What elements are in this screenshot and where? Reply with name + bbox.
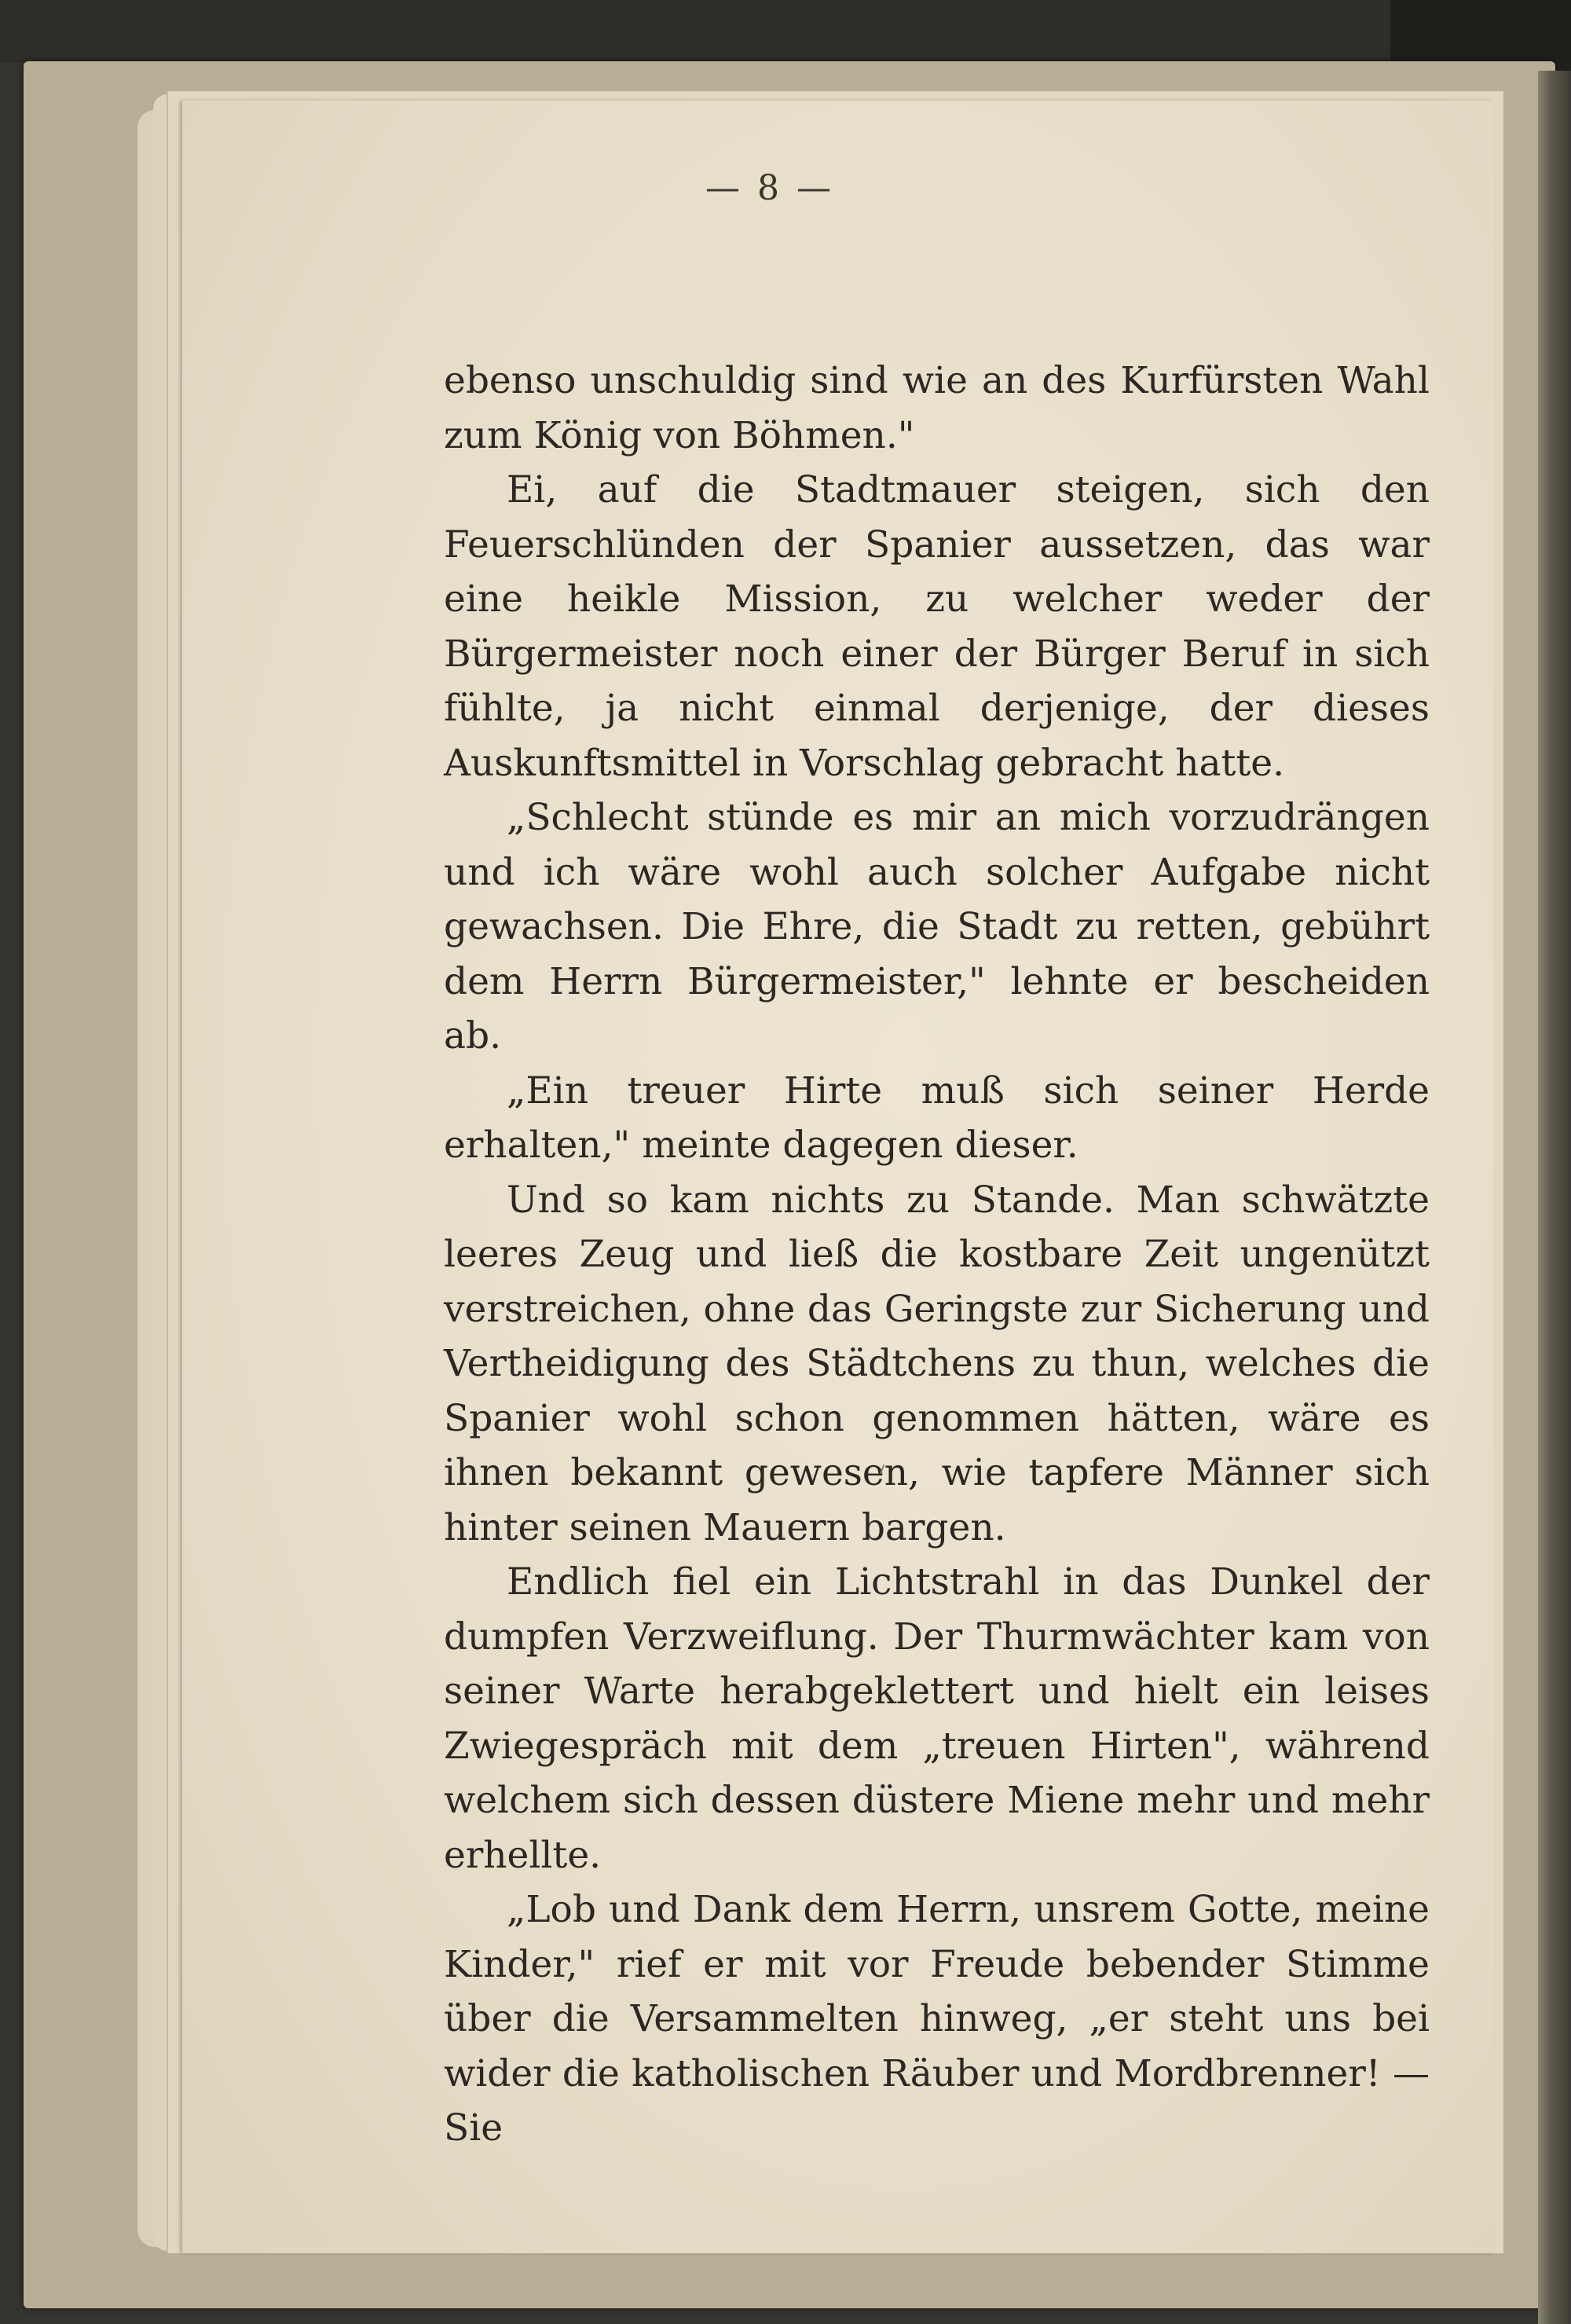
paragraph: Ei, auf die Stadtmauer steigen, sich den Feuerschlünden der Spanier aussetzen, das war eine heikle Mission, zu welcher weder der Bürgermeister noch einer der Bürger Beruf in sich fühlte, ja nicht einmal derjenige, der dieses Auskunftsmittel in Vorschlag gebracht hatte. <box>444 468 1430 785</box>
paragraph: „Ein treuer Hirte muß sich seiner Herde erhalten," meinte dagegen dieser. <box>444 1069 1430 1167</box>
paragraph: „Schlecht stünde es mir an mich vorzudrängen und ich wäre wohl auch solcher Aufgabe nicht gewachsen. Die Ehre, die Stadt zu retten, gebührt dem Herrn Bürgermeister," lehnte er bescheiden ab. <box>444 796 1430 1058</box>
paragraph: ebenso unschuldig sind wie an des Kurfürsten Wahl zum König von Böhmen." <box>444 359 1430 457</box>
book-spine <box>1538 71 1571 2324</box>
paragraph: Endlich fiel ein Lichtstrahl in das Dunkel der dumpfen Verzweiflung. Der Thurmwächter kam von seiner Warte herabgeklettert und hielt ein leises Zwiegespräch mit dem „treuen Hirten", während welchem sich dessen düstere Miene mehr und mehr erhellte. <box>444 1560 1430 1877</box>
paragraph: „Lob und Dank dem Herrn, unsrem Gotte, meine Kinder," rief er mit vor Freude bebender Stimme über die Versammelten hinweg, „er steht uns bei wider die katholischen Räuber und Mordbrenner! — Sie <box>444 1888 1430 2150</box>
page-body <box>444 354 1430 2156</box>
page-number: — 8 — <box>705 168 834 208</box>
paragraph: Und so kam nichts zu Stande. Man schwätzte leeres Zeug und ließ die kostbare Zeit ungenützt verstreichen, ohne das Geringste zur Sicherung und Vertheidigung des Städtchens zu thun, welches die Spanier wohl schon genommen hätten, wäre es ihnen bekannt gewesen, wie tapfere Männer sich hinter seinen Mauern bargen. <box>444 1178 1430 1549</box>
background-top <box>0 0 1571 63</box>
